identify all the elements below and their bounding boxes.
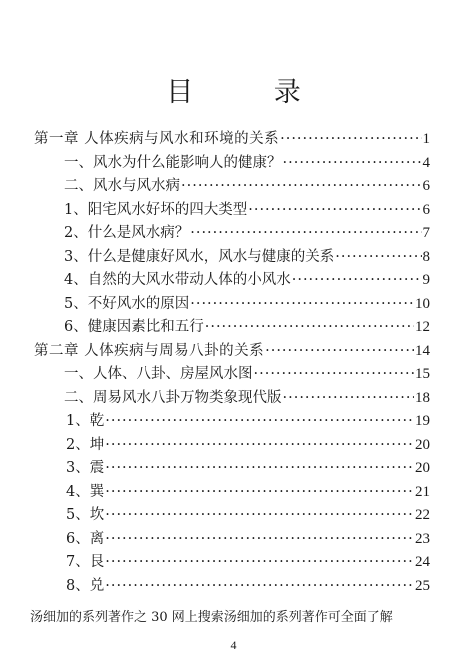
toc-entry-label: 4、巽 (66, 483, 105, 500)
toc-entry[interactable] (64, 199, 430, 221)
leader-dots (205, 316, 414, 338)
toc-entry-label: 二、周易风水八卦万物类象现代版 (64, 389, 282, 406)
leader-dots (105, 551, 414, 573)
toc-entry-page: 6 (422, 201, 430, 218)
leader-dots (265, 340, 414, 362)
toc-entry-label: 8、兑 (66, 577, 105, 594)
toc-entry-page: 24 (415, 554, 430, 570)
toc-entry-label: 1、阳宅风水好坏的四大类型 (64, 201, 248, 218)
toc-entry[interactable] (66, 434, 430, 456)
toc-entry-label: 一、人体、八卦、房屋风水图 (64, 366, 253, 382)
toc-entry-page: 15 (415, 366, 430, 382)
toc-entry[interactable] (66, 551, 430, 573)
toc-entry[interactable] (64, 152, 430, 174)
toc-entry-label: 4、自然的大风水带动人体的小风水 (64, 272, 291, 288)
toc-entry[interactable] (64, 293, 430, 315)
toc-title: 目 录 (166, 77, 337, 108)
toc-entry[interactable] (64, 222, 430, 244)
toc-entry-label: 2、什么是风水病？ (64, 225, 190, 241)
leader-dots (283, 152, 422, 174)
series-footer-note: 汤细加的系列著作之 30 网上搜索汤细加的系列著作可全面了解 (30, 610, 393, 625)
toc-entry[interactable] (66, 481, 430, 503)
leader-dots (335, 246, 421, 268)
toc-entry[interactable] (64, 387, 430, 409)
leader-dots (105, 575, 414, 597)
toc-entry-page: 19 (415, 413, 430, 429)
toc-entry[interactable] (66, 504, 430, 526)
leader-dots (254, 363, 415, 385)
toc-entry-page: 14 (415, 342, 430, 359)
toc-entry-label: 5、不好风水的原因 (64, 295, 190, 312)
toc-entry-page: 20 (415, 436, 430, 453)
leader-dots (105, 504, 414, 526)
toc-entry-page: 21 (415, 483, 430, 500)
toc-entry-label: 第一章 人体疾病与风水和环境的关系 (34, 131, 280, 147)
toc-entry-label: 6、离 (66, 530, 105, 547)
leader-dots (181, 175, 422, 197)
toc-entry-page: 12 (415, 319, 430, 335)
toc-entry[interactable] (64, 175, 430, 197)
leader-dots (105, 528, 414, 550)
page-number: 4 (230, 638, 237, 652)
leader-dots (105, 457, 414, 479)
toc-entry-label: 3、震 (66, 460, 105, 476)
toc-entry-chapter-1[interactable] (34, 128, 430, 150)
leader-dots (105, 481, 414, 503)
toc-entry-page: 20 (415, 460, 430, 476)
toc-entry[interactable] (66, 575, 430, 597)
toc-entry-label: 5、坎 (66, 507, 105, 523)
leader-dots (280, 128, 421, 150)
toc-entry[interactable] (66, 528, 430, 550)
toc-entry-page: 9 (422, 272, 430, 288)
toc-entry-label: 2、坤 (66, 436, 105, 453)
toc-entry-page: 1 (422, 131, 430, 147)
toc-entry[interactable] (64, 246, 430, 268)
toc-entry[interactable] (64, 363, 430, 385)
toc-entry-label: 1、乾 (66, 413, 105, 429)
toc-entry-label: 7、艮 (66, 554, 105, 570)
toc-entry-page: 10 (415, 295, 430, 312)
toc-entry[interactable] (64, 316, 430, 338)
toc-entry-chapter-2[interactable] (34, 340, 430, 362)
leader-dots (248, 199, 421, 221)
leader-dots (190, 293, 414, 315)
leader-dots (190, 222, 421, 244)
toc-entry-label: 一、风水为什么能影响人的健康？ (64, 154, 282, 171)
toc-entry[interactable] (66, 410, 430, 432)
toc-entry-page: 22 (415, 507, 430, 523)
leader-dots (105, 410, 414, 432)
toc-entry[interactable] (66, 457, 430, 479)
leader-dots (292, 269, 422, 291)
toc-entry-label: 3、什么是健康好风水，风水与健康的关系 (64, 248, 335, 265)
toc-entry-label: 6、健康因素比和五行 (64, 319, 204, 335)
toc-entry-label: 二、风水与风水病 (64, 178, 180, 194)
toc-entry-page: 4 (422, 154, 430, 171)
toc-entry-page: 8 (422, 248, 430, 265)
toc-entry-label: 第二章 人体疾病与周易八卦的关系 (34, 342, 265, 359)
toc-entry-page: 23 (415, 530, 430, 547)
toc-entry-page: 25 (415, 577, 430, 594)
toc-entry-page: 7 (422, 225, 430, 241)
toc-entry-page: 18 (415, 389, 430, 406)
toc-entry-page: 6 (422, 178, 430, 194)
toc-entry[interactable] (64, 269, 430, 291)
leader-dots (283, 387, 415, 409)
leader-dots (105, 434, 414, 456)
